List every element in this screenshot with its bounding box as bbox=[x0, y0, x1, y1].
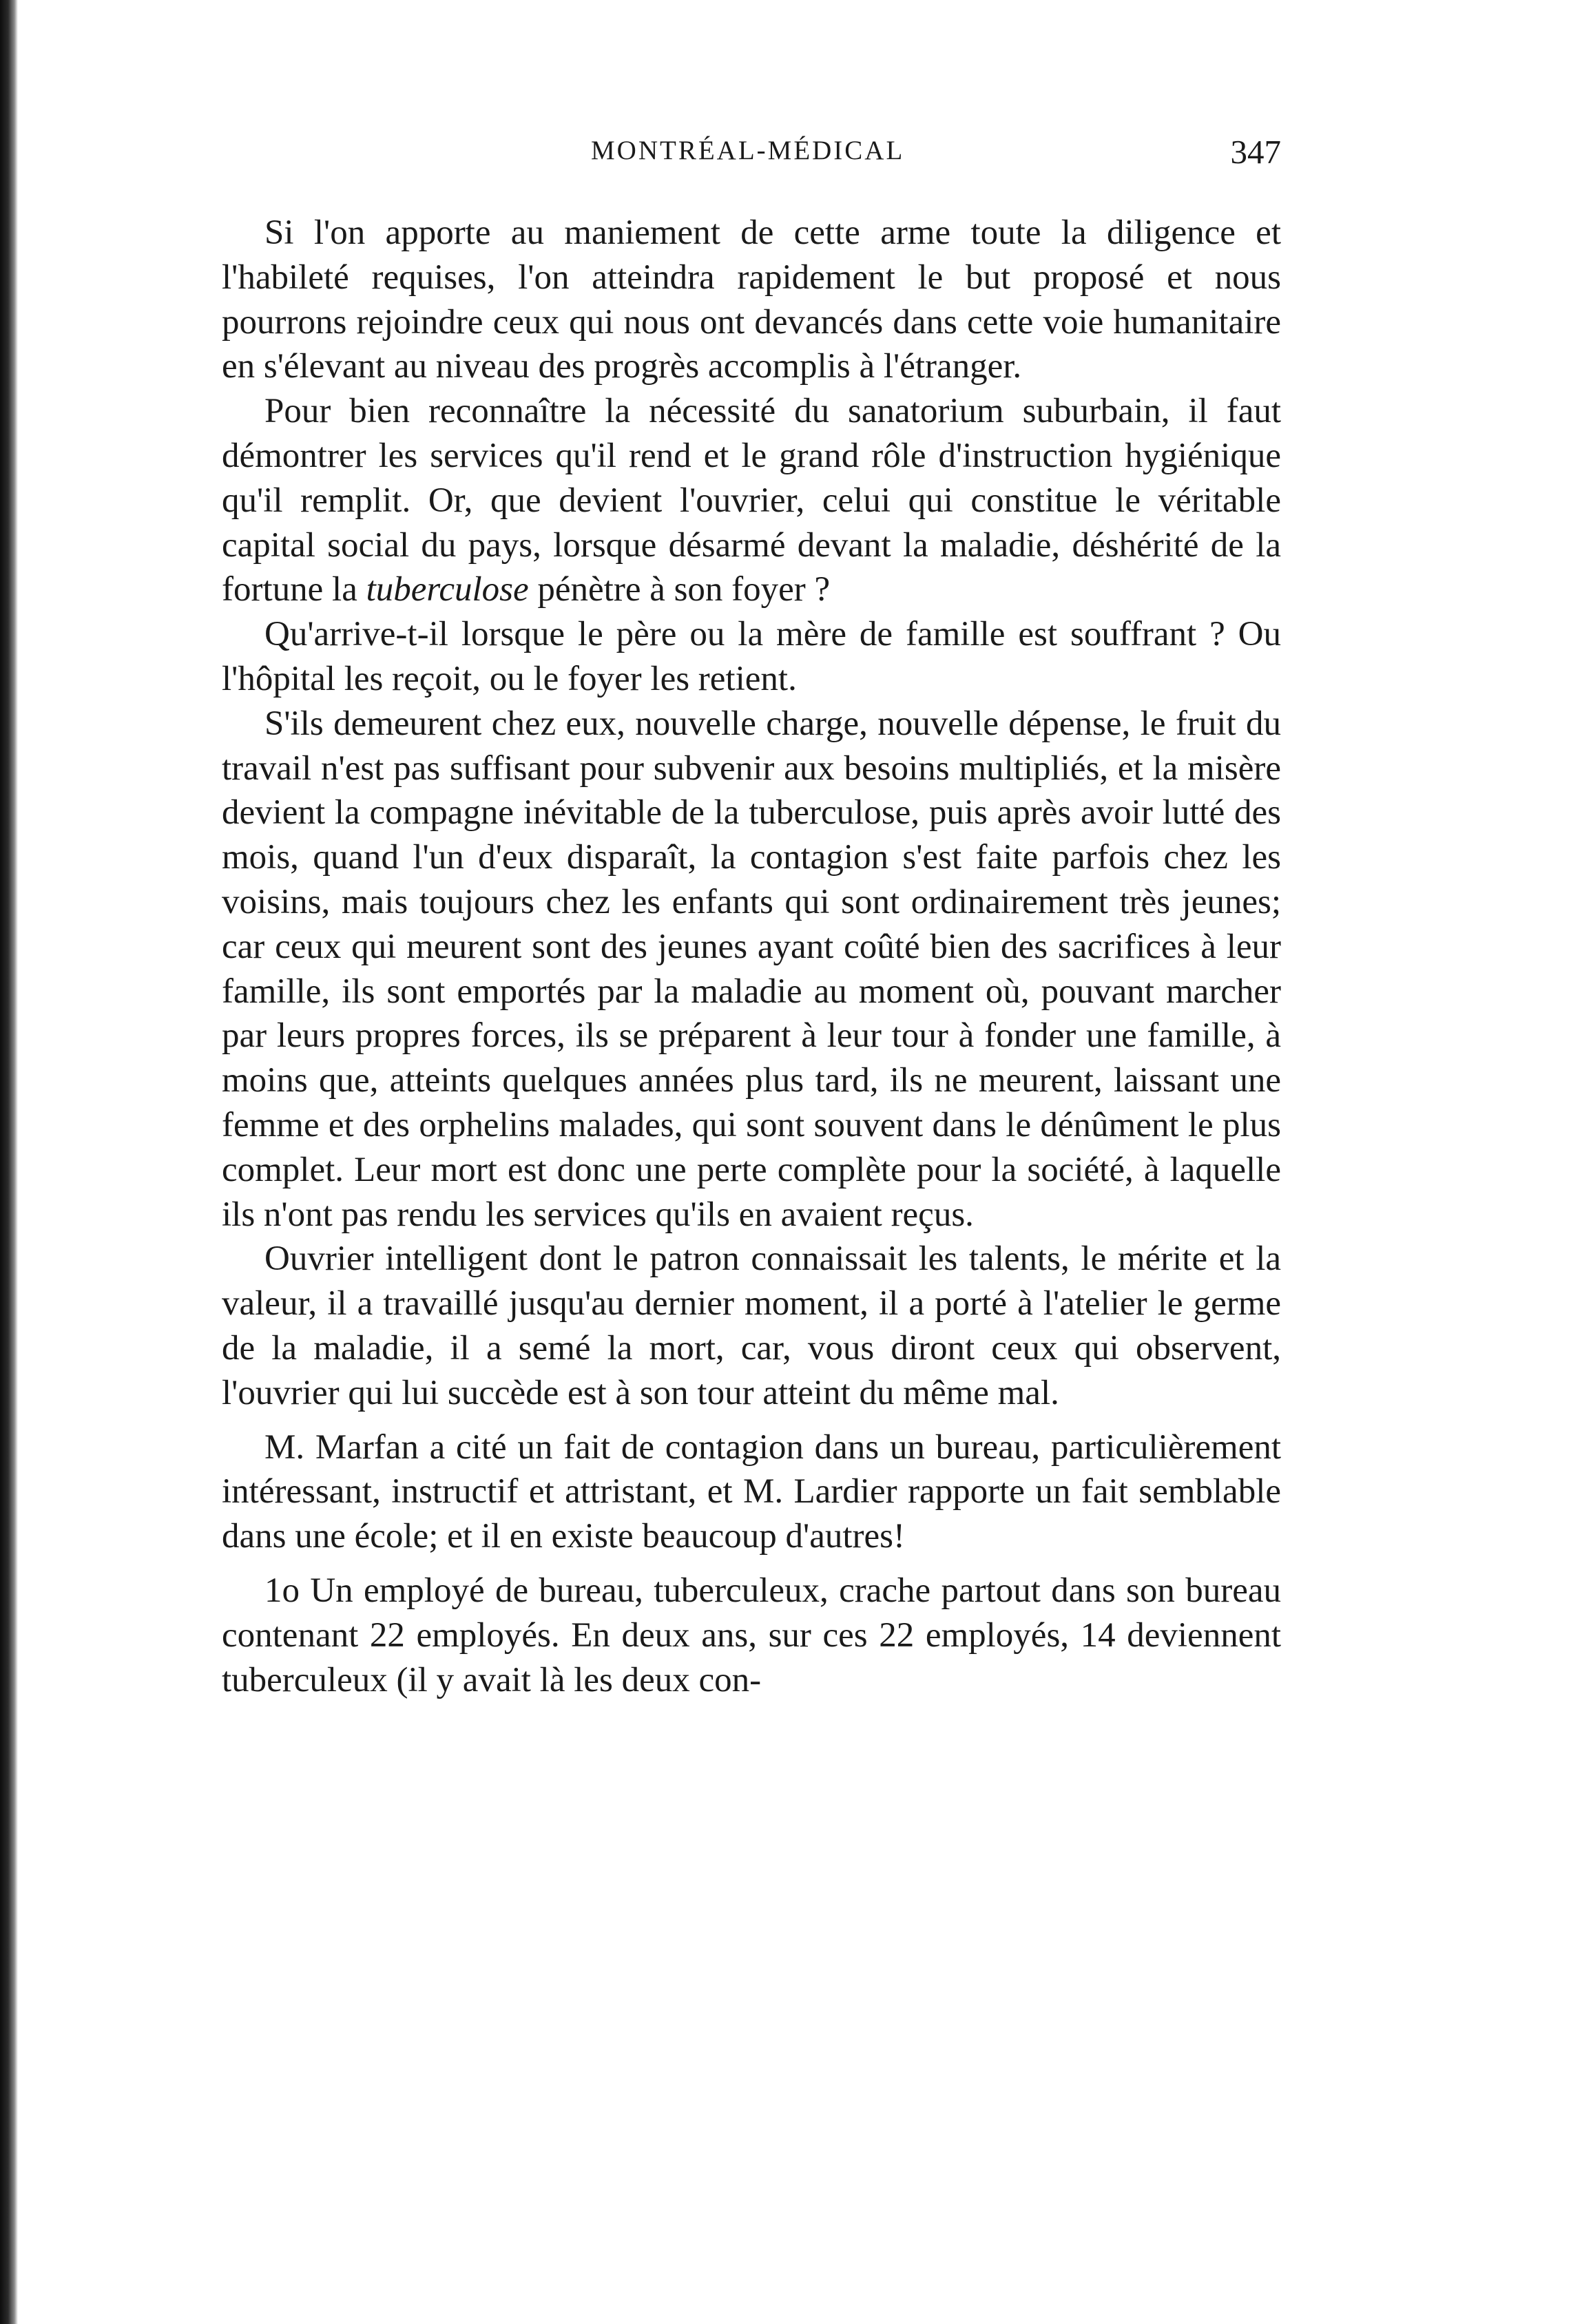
paragraph-2-text-start: Pour bien reconnaître la nécessité du sanatorium suburbain, il faut démontrer les services qu'il rend et le grand rôle d'instruction hygiénique qu'il remplit. Or, que devient l'ouvrier, celui qui constitue le véritable capital social du pays, lorsque désarmé devant la maladie, déshérité de la fortune la bbox=[222, 392, 1281, 609]
running-title: MONTRÉAL-MÉDICAL bbox=[591, 136, 905, 165]
paragraph-1: Si l'on apporte au maniement de cette arme toute la diligence et l'habileté requises, l'on atteindra rapidement le but proposé et nous pourrons rejoindre ceux qui nous ont devancés dans cette voie humanitaire en s'élevant au niveau des progrès accomplis à l'étranger. bbox=[222, 213, 1281, 386]
page-header bbox=[591, 135, 1281, 183]
paragraph-3: Qu'arrive-t-il lorsque le père ou la mère de famille est souffrant ? Ou l'hôpital les reçoit, ou le foyer les retient. bbox=[222, 615, 1281, 698]
paragraph-7: 1o Un employé de bureau, tuberculeux, crache partout dans son bureau contenant 22 employés. En deux ans, sur ces 22 employés, 14 deviennent tuberculeux (il y avait là les deux con- bbox=[222, 1571, 1281, 1699]
paragraph-5: Ouvrier intelligent dont le patron connaissait les talents, le mérite et la valeur, il a travaillé jusqu'au dernier moment, il a porté à l'atelier le germe de la maladie, il a semé la mort, car, vous diront ceux qui observent, l'ouvrier qui lui succède est à son tour atteint du même mal. bbox=[222, 1239, 1281, 1412]
paragraph-6: M. Marfan a cité un fait de contagion dans un bureau, particulièrement intéressant, instructif et attristant, et M. Lardier rapporte un fait semblable dans une école; et il en existe beaucoup d'autres! bbox=[222, 1427, 1281, 1556]
page-number: 347 bbox=[1230, 133, 1281, 171]
paragraph-4: S'ils demeurent chez eux, nouvelle charge, nouvelle dépense, le fruit du travail n'est pas suffisant pour subvenir aux besoins multipliés, et la misère devient la compagne inévitable de la tuberculose, puis après avoir lutté des mois, quand l'un d'eux disparaît, la contagion s'est faite parfois chez les voisins, mais toujours chez les enfants qui sont ordinairement très jeunes; car ceux qui meurent sont des jeunes ayant coûté bien des sacrifices à leur famille, ils sont emportés par la maladie au moment où, pouvant marcher par leurs propres forces, ils se préparent à leur tour à fonder une famille, à moins que, atteints quelques années plus tard, ils ne meurent, laissant une femme et des orphelins malades, qui sont souvent dans le dénûment le plus complet. Leur mort est donc une perte complète pour la société, à laquelle ils n'ont pas rendu les services qu'ils en avaient reçus. bbox=[222, 704, 1281, 1234]
paragraph-2-text-end: pénètre à son foyer ? bbox=[528, 570, 831, 609]
paragraph-2 bbox=[222, 389, 1281, 612]
paragraph-2-italic-term: tuberculose bbox=[366, 570, 529, 609]
body-text bbox=[222, 211, 1281, 1702]
